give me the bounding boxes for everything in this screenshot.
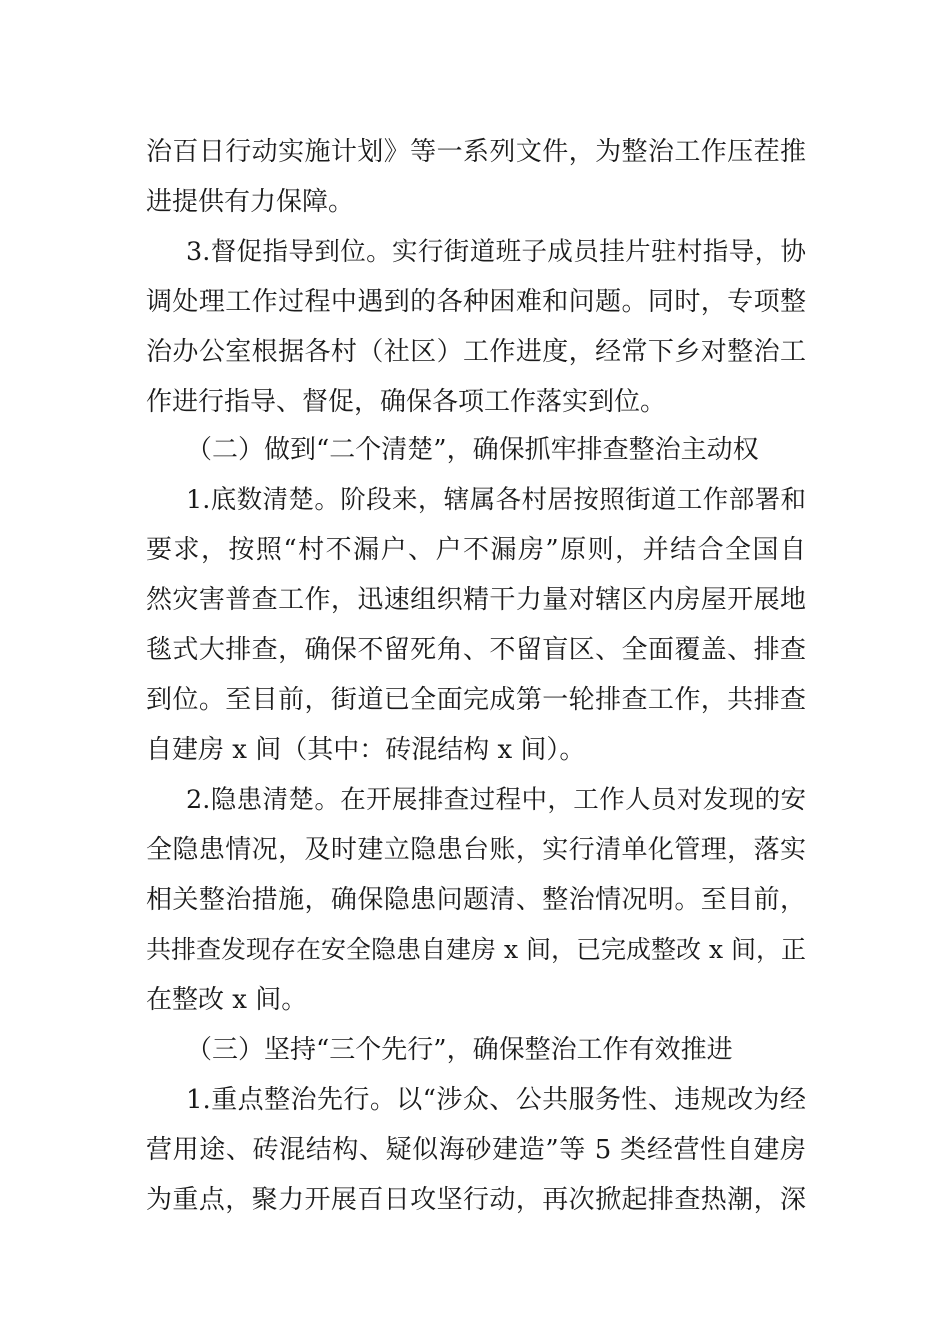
- text-line-2: 进提供有力保障。: [146, 187, 355, 217]
- section-heading-3: （三）坚持“三个先行”，确保整治工作有效推进: [186, 1035, 733, 1065]
- text-line-1: 治百日行动实施计划》等一系列文件，为整治工作压茬推: [146, 137, 806, 167]
- text-line-20: 1.重点整治先行。以“涉众、公共服务性、违规改为经: [186, 1085, 806, 1115]
- text-line-11: 毯式大排查，确保不留死角、不留盲区、全面覆盖、排查: [146, 635, 806, 665]
- text-line-14: 2.隐患清楚。在开展排查过程中，工作人员对发现的安: [186, 785, 806, 815]
- text-line-17: 共排查发现存在安全隐患自建房 x 间，已完成整改 x 间，正: [146, 935, 806, 964]
- text-line-12: 到位。至目前，街道已全面完成第一轮排查工作，共排查: [146, 685, 806, 715]
- text-line-4: 调处理工作过程中遇到的各种困难和问题。同时，专项整: [146, 287, 806, 317]
- text-line-9: 要求，按照“村不漏户、户不漏房”原则，并结合全国自: [146, 535, 806, 565]
- text-line-16: 相关整治措施，确保隐患问题清、整治情况明。至目前，: [146, 885, 806, 915]
- text-line-13: 自建房 x 间（其中：砖混结构 x 间）。: [146, 735, 586, 765]
- section-heading-2: （二）做到“二个清楚”，确保抓牢排查整治主动权: [186, 435, 759, 465]
- text-line-10: 然灾害普查工作，迅速组织精干力量对辖区内房屋开展地: [146, 585, 806, 615]
- text-line-5: 治办公室根据各村（社区）工作进度，经常下乡对整治工: [146, 337, 806, 367]
- text-line-22: 为重点，聚力开展百日攻坚行动，再次掀起排查热潮，深: [146, 1185, 806, 1215]
- text-line-3: 3.督促指导到位。实行街道班子成员挂片驻村指导，协: [186, 237, 806, 267]
- text-line-6: 作进行指导、督促，确保各项工作落实到位。: [146, 387, 667, 417]
- text-line-8: 1.底数清楚。阶段来，辖属各村居按照街道工作部署和: [186, 485, 806, 515]
- text-line-18: 在整改 x 间。: [146, 985, 308, 1015]
- text-line-15: 全隐患情况，及时建立隐患台账，实行清单化管理，落实: [146, 835, 806, 865]
- text-line-21: 营用途、砖混结构、疑似海砂建造”等 5 类经营性自建房: [146, 1135, 806, 1165]
